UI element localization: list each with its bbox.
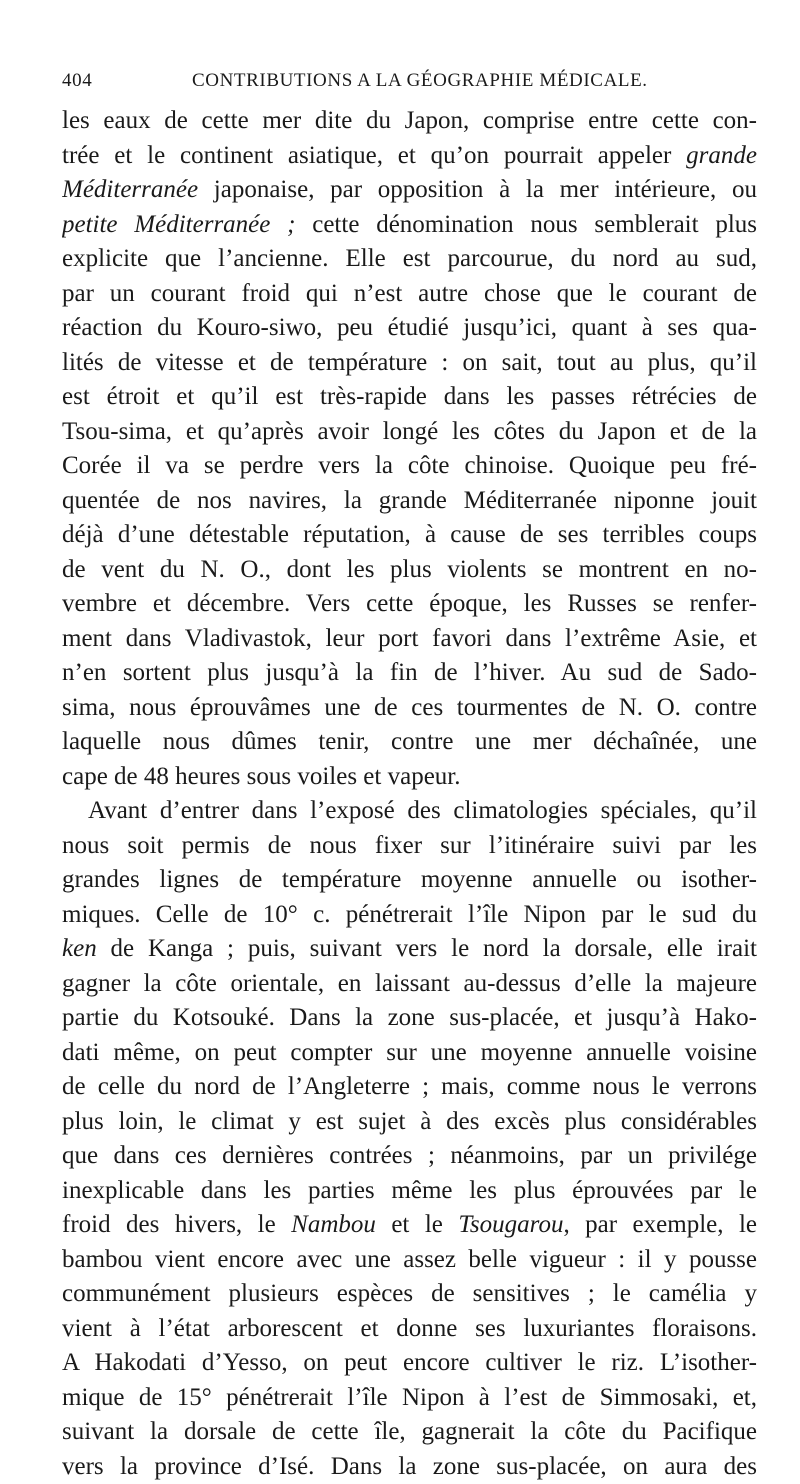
text-line xyxy=(62,1277,757,1312)
text-segment: vient à l’état arborescent et donne ses luxuriantes floraisons. xyxy=(62,1315,757,1342)
text-line xyxy=(62,346,757,381)
text-segment: miques. Celle de 10° c. pénétrerait l’île Nipon par le sud du xyxy=(62,901,757,928)
text-line xyxy=(62,932,757,967)
text-segment: vers la province d’Isé. Dans la zone sus-placée, on aura des xyxy=(62,1453,757,1480)
text-line xyxy=(62,277,757,312)
text-line xyxy=(62,104,757,139)
text-line xyxy=(62,415,757,450)
text-segment: lités de vitesse et de température : on sait, tout au plus, qu’il xyxy=(62,349,757,376)
text-segment: Tsou-sima, et qu’après avoir longé les côtes du Japon et de la xyxy=(62,418,757,445)
text-segment: réaction du Kouro-siwo, peu étudié jusqu’ici, quant à ses qua- xyxy=(62,314,757,341)
text-line xyxy=(62,208,757,243)
text-segment: suivant la dorsale de cette île, gagnerait la côte du Pacifique xyxy=(62,1418,757,1445)
text-segment: trée et le continent asiatique, et qu’on pourrait appeler xyxy=(62,142,686,169)
text-line xyxy=(62,691,757,726)
text-segment: inexplicable dans les parties même les plus éprouvées par le xyxy=(62,1177,757,1204)
text-segment: bambou vient encore avec une assez belle vigueur : il y pousse xyxy=(62,1246,757,1273)
page-number: 404 xyxy=(62,70,92,92)
text-segment: communément plusieurs espèces de sensitives ; le camélia y xyxy=(62,1280,757,1307)
text-segment: sima, nous éprouvâmes une de ces tourmentes de N. O. contre xyxy=(62,694,757,721)
text-line xyxy=(62,1070,757,1105)
text-line xyxy=(62,553,757,588)
text-segment: que dans ces dernières contrées ; néanmoins, par un privilége xyxy=(62,1142,757,1169)
text-line xyxy=(62,863,757,898)
text-segment: de celle du nord de l’Angleterre ; mais, comme nous le verrons xyxy=(62,1073,757,1100)
text-line xyxy=(62,139,757,174)
text-line xyxy=(62,380,757,415)
text-line xyxy=(62,587,757,622)
text-line xyxy=(62,1139,757,1174)
text-line xyxy=(62,484,757,519)
italic-text-segment: grande xyxy=(686,142,757,169)
text-segment: et le xyxy=(376,1211,458,1238)
text-segment: n’en sortent plus jusqu’à la fin de l’hiver. Au sud de Sado- xyxy=(62,659,757,686)
text-segment: cape de 48 heures sous voiles et vapeur. xyxy=(62,763,461,790)
text-line xyxy=(62,311,757,346)
italic-text-segment: ken xyxy=(62,935,97,962)
text-line xyxy=(62,898,757,933)
text-segment: déjà d’une détestable réputation, à cause de ses terribles coups xyxy=(62,521,757,548)
text-segment: par un courant froid qui n’est autre chose que le courant de xyxy=(62,280,757,307)
text-segment: quentée de nos navires, la grande Méditerranée niponne jouit xyxy=(62,487,757,514)
text-segment: mique de 15° pénétrerait l’île Nipon à l’est de Simmosaki, et, xyxy=(62,1384,757,1411)
text-line xyxy=(62,242,757,277)
text-line xyxy=(62,1450,757,1484)
text-segment: vembre et décembre. Vers cette époque, les Russes se renfer- xyxy=(62,590,757,617)
text-line xyxy=(62,1208,757,1243)
text-line xyxy=(62,1312,757,1347)
text-line xyxy=(62,449,757,484)
text-segment: partie du Kotsouké. Dans la zone sus-placée, et jusqu’à Hako- xyxy=(62,1004,757,1031)
text-line xyxy=(62,1105,757,1140)
text-line xyxy=(62,829,757,864)
italic-text-segment: petite Méditerranée ; xyxy=(62,211,295,238)
text-segment: de Kanga ; puis, suivant vers le nord la dorsale, elle irait xyxy=(97,935,757,962)
text-segment: est étroit et qu’il est très-rapide dans les passes rétrécies de xyxy=(62,383,757,410)
text-line xyxy=(62,1036,757,1071)
text-segment: les eaux de cette mer dite du Japon, comprise entre cette con- xyxy=(62,107,757,134)
text-segment: gagner la côte orientale, en laissant au-dessus d’elle la majeure xyxy=(62,970,757,997)
text-line xyxy=(62,1415,757,1450)
text-line xyxy=(62,622,757,657)
running-header xyxy=(62,70,757,94)
text-line xyxy=(62,1346,757,1381)
italic-text-segment: Nambou xyxy=(291,1211,376,1238)
text-line xyxy=(62,725,757,760)
italic-text-segment: Méditerranée xyxy=(62,176,198,203)
text-segment: de vent du N. O., dont les plus violents se montrent en no- xyxy=(62,556,757,583)
running-title: CONTRIBUTIONS A LA GÉOGRAPHIE MÉDICALE. xyxy=(192,70,648,92)
text-line xyxy=(62,794,757,829)
italic-text-segment: Tsougarou xyxy=(458,1211,563,1238)
text-segment: Avant d’entrer dans l’exposé des climatologies spéciales, qu’il xyxy=(88,797,757,824)
text-line xyxy=(62,1001,757,1036)
text-segment: A Hakodati d’Yesso, on peut encore cultiver le riz. L’isother- xyxy=(62,1349,757,1376)
text-line xyxy=(62,518,757,553)
text-segment: plus loin, le climat y est sujet à des excès plus considérables xyxy=(62,1108,757,1135)
text-line xyxy=(62,1174,757,1209)
text-line xyxy=(62,1381,757,1416)
text-line xyxy=(62,760,757,795)
text-segment: ment dans Vladivastok, leur port favori dans l’extrême Asie, et xyxy=(62,625,757,652)
text-segment: grandes lignes de température moyenne annuelle ou isother- xyxy=(62,866,757,893)
text-segment: explicite que l’ancienne. Elle est parcourue, du nord au sud, xyxy=(62,245,757,272)
text-segment: Corée il va se perdre vers la côte chinoise. Quoique peu fré- xyxy=(62,452,757,479)
text-segment: japonaise, par opposition à la mer intérieure, ou xyxy=(198,176,757,203)
text-segment: dati même, on peut compter sur une moyenne annuelle voisine xyxy=(62,1039,757,1066)
text-segment: cette dénomination nous semblerait plus xyxy=(295,211,757,238)
text-line xyxy=(62,967,757,1002)
text-segment: laquelle nous dûmes tenir, contre une mer déchaînée, une xyxy=(62,728,757,755)
body-text xyxy=(62,104,757,1484)
text-segment: nous soit permis de nous fixer sur l’itinéraire suivi par les xyxy=(62,832,757,859)
text-line xyxy=(62,656,757,691)
text-segment: froid des hivers, le xyxy=(62,1211,291,1238)
text-segment: , par exemple, le xyxy=(563,1211,757,1238)
text-line xyxy=(62,173,757,208)
text-line xyxy=(62,1243,757,1278)
